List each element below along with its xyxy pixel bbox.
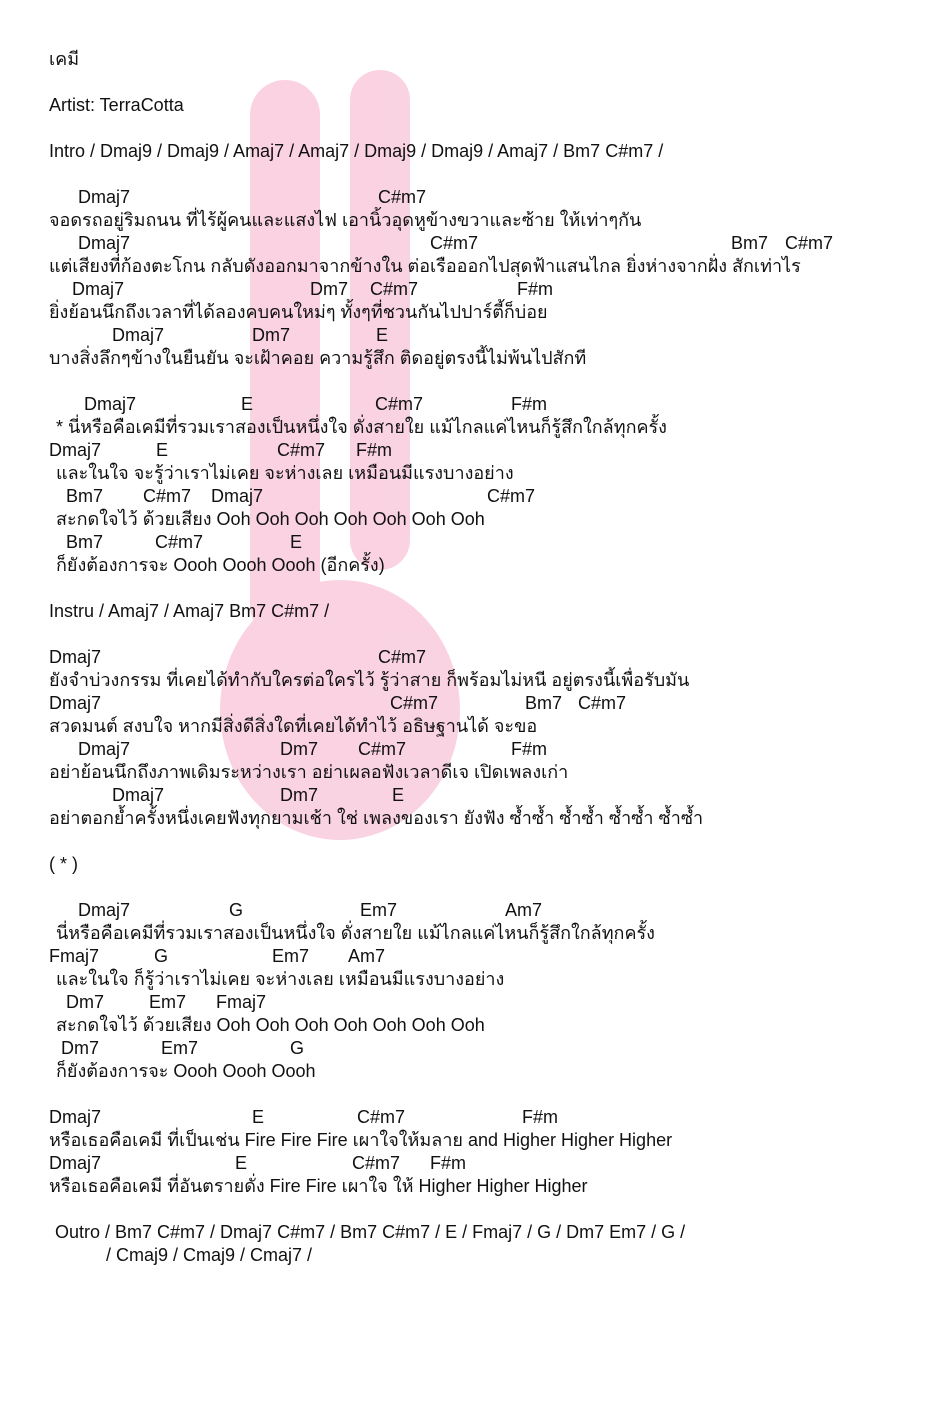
chord: C#m7 (155, 532, 204, 552)
chord: Dmaj7 (84, 394, 137, 414)
chord: F#m (522, 1107, 558, 1127)
lyric-line: ก็ยังต้องการจะ Oooh Oooh Oooh (56, 1061, 316, 1081)
intro-line: Intro / Dmaj9 / Dmaj9 / Amaj7 / Amaj7 / Dmaj9 / Dmaj9 / Amaj7 / Bm7 C#m7 / (49, 141, 664, 161)
lyric-line: ยิ่งย้อนนึกถึงเวลาที่ได้ลองคบคนใหม่ๆ ทั้งๆที่ชวนกันไปปาร์ตี้ก็บ่อย (49, 302, 548, 322)
lyric-line: นี่หรือคือเคมีที่รวมเราสองเป็นหนึ่งใจ ดั่งสายใย แม้ไกลแค่ไหนก็รู้สึกใกล้ทุกครั้ง (56, 923, 655, 943)
chord: Dmaj7 (112, 785, 165, 805)
chord: Bm7 (66, 486, 104, 506)
lyric-line: สะกดใจไว้ ด้วยเสียง Ooh Ooh Ooh Ooh Ooh Ooh Ooh (56, 509, 485, 529)
chord: Dmaj7 (78, 233, 131, 253)
chord: F#m (511, 739, 547, 759)
chord: C#m7 (785, 233, 834, 253)
chord: E (156, 440, 169, 460)
chord: Fmaj7 (216, 992, 267, 1012)
chord: C#m7 (375, 394, 424, 414)
watermark-logo (150, 60, 510, 860)
chord: Dm7 (280, 785, 319, 805)
chord: E (376, 325, 389, 345)
chord: F#m (356, 440, 392, 460)
lyric-line: อย่าตอกย้ำครั้งหนึ่งเคยฟังทุกยามเช้า ใช่ เพลงของเรา ยังฟัง ซ้ำซ้ำ ซ้ำซ้ำ ซ้ำซ้ำ ซ้ำซ้ำ (49, 808, 704, 828)
chord: C#m7 (277, 440, 326, 460)
lyric-line: และในใจ ก็รู้ว่าเราไม่เคย จะห่างเลย เหมือนมีแรงบางอย่าง (56, 969, 505, 989)
chord: Bm7 (66, 532, 104, 552)
chord: Em7 (149, 992, 187, 1012)
chord: C#m7 (352, 1153, 401, 1173)
chord: E (252, 1107, 265, 1127)
chord: E (290, 532, 303, 552)
chord: C#m7 (370, 279, 419, 299)
chord: Dmaj7 (78, 187, 131, 207)
watermark-text: www.Piano-Araich.com (203, 130, 236, 463)
chord: Dm7 (280, 739, 319, 759)
chord: F#m (430, 1153, 466, 1173)
chord: Em7 (360, 900, 398, 920)
chord: Dmaj7 (49, 1153, 102, 1173)
chord: C#m7 (390, 693, 439, 713)
chord: C#m7 (358, 739, 407, 759)
instru-line: Instru / Amaj7 / Amaj7 Bm7 C#m7 / (49, 601, 330, 621)
chord: Am7 (348, 946, 386, 966)
chord: Bm7 (525, 693, 563, 713)
chord: Dmaj7 (78, 739, 131, 759)
chord: F#m (517, 279, 553, 299)
chord: Dm7 (61, 1038, 100, 1058)
song-title: เคมี (49, 49, 80, 69)
chord: C#m7 (578, 693, 627, 713)
chord: C#m7 (430, 233, 479, 253)
chord: G (229, 900, 244, 920)
lyric-line: แต่เสียงที่ก้องตะโกน กลับดังออกมาจากข้างใน ต่อเรือออกไปสุดฟ้าแสนไกล ยิ่งห่างจากฝั่ง สักเท่าไร (49, 256, 801, 276)
chord: E (241, 394, 254, 414)
chord: Am7 (505, 900, 543, 920)
lyric-line: * นี่หรือคือเคมีที่รวมเราสองเป็นหนึ่งใจ ดั่งสายใย แม้ไกลแค่ไหนก็รู้สึกใกล้ทุกครั้ง (56, 417, 667, 437)
chord: Dm7 (310, 279, 349, 299)
chord: C#m7 (357, 1107, 406, 1127)
chord: E (392, 785, 405, 805)
chord: Dmaj7 (78, 900, 131, 920)
lyric-line: ยังจำบ่วงกรรม ที่เคยได้ทำกับใครต่อใครไว้ รู้ว่าสาย ก็พร้อมไม่หนี อยู่ตรงนี้เพื่อรับมัน (49, 670, 690, 690)
lyric-line: อย่าย้อนนึกถึงภาพเดิมระหว่างเรา อย่าเผลอฟังเวลาดีเจ เปิดเพลงเก่า (49, 762, 569, 782)
lyric-line: หรือเธอคือเคมี ที่อันตรายดั่ง Fire Fire เผาใจ ให้ Higher Higher Higher (49, 1176, 588, 1196)
artist-line: Artist: TerraCotta (49, 95, 184, 115)
chord: G (154, 946, 169, 966)
chord: Dmaj7 (49, 693, 102, 713)
chord: C#m7 (143, 486, 192, 506)
chord: Dmaj7 (112, 325, 165, 345)
chord: Dmaj7 (49, 1107, 102, 1127)
chord: Fmaj7 (49, 946, 100, 966)
chord: Bm7 (731, 233, 769, 253)
chord: C#m7 (378, 647, 427, 667)
lyric-line: จอดรถอยู่ริมถนน ที่ไร้ผู้คนและแสงไฟ เอานิ้วอุดหูข้างขวาและซ้าย ให้เท่าๆกัน (49, 210, 642, 230)
lyric-line: สะกดใจไว้ ด้วยเสียง Ooh Ooh Ooh Ooh Ooh Ooh Ooh (56, 1015, 485, 1035)
chord: Em7 (161, 1038, 199, 1058)
lyric-line: สวดมนต์ สงบใจ หากมีสิ่งดีสิ่งใดที่เคยได้ทำไว้ อธิษฐานได้ จะขอ (49, 716, 538, 736)
chord: Em7 (272, 946, 310, 966)
chord: Dmaj7 (49, 647, 102, 667)
chord: Dm7 (252, 325, 291, 345)
lyric-line: หรือเธอคือเคมี ที่เป็นเช่น Fire Fire Fire เผาใจให้มลาย and Higher Higher Higher (49, 1130, 673, 1150)
chord: C#m7 (487, 486, 536, 506)
repeat-mark: ( * ) (49, 854, 78, 874)
lyric-line: ก็ยังต้องการจะ Oooh Oooh Oooh (อีกครั้ง) (56, 555, 385, 575)
outro-line: Outro / Bm7 C#m7 / Dmaj7 C#m7 / Bm7 C#m7 / E / Fmaj7 / G / Dm7 Em7 / G / (55, 1222, 686, 1242)
chord: Dmaj7 (49, 440, 102, 460)
chord: C#m7 (378, 187, 427, 207)
chord: F#m (511, 394, 547, 414)
chord: G (290, 1038, 305, 1058)
lyric-line: และในใจ จะรู้ว่าเราไม่เคย จะห่างเลย เหมือนมีแรงบางอย่าง (56, 463, 514, 483)
outro-line-continued: / Cmaj9 / Cmaj9 / Cmaj7 / (106, 1245, 313, 1265)
chord: Dm7 (66, 992, 105, 1012)
lyric-line: บางสิ่งลึกๆข้างในยืนยัน จะเฝ้าคอย ความรู้สึก ติดอยู่ตรงนี้ไม่พ้นไปสักที (49, 348, 587, 368)
chord: Dmaj7 (211, 486, 264, 506)
chord: E (235, 1153, 248, 1173)
chord: Dmaj7 (72, 279, 125, 299)
